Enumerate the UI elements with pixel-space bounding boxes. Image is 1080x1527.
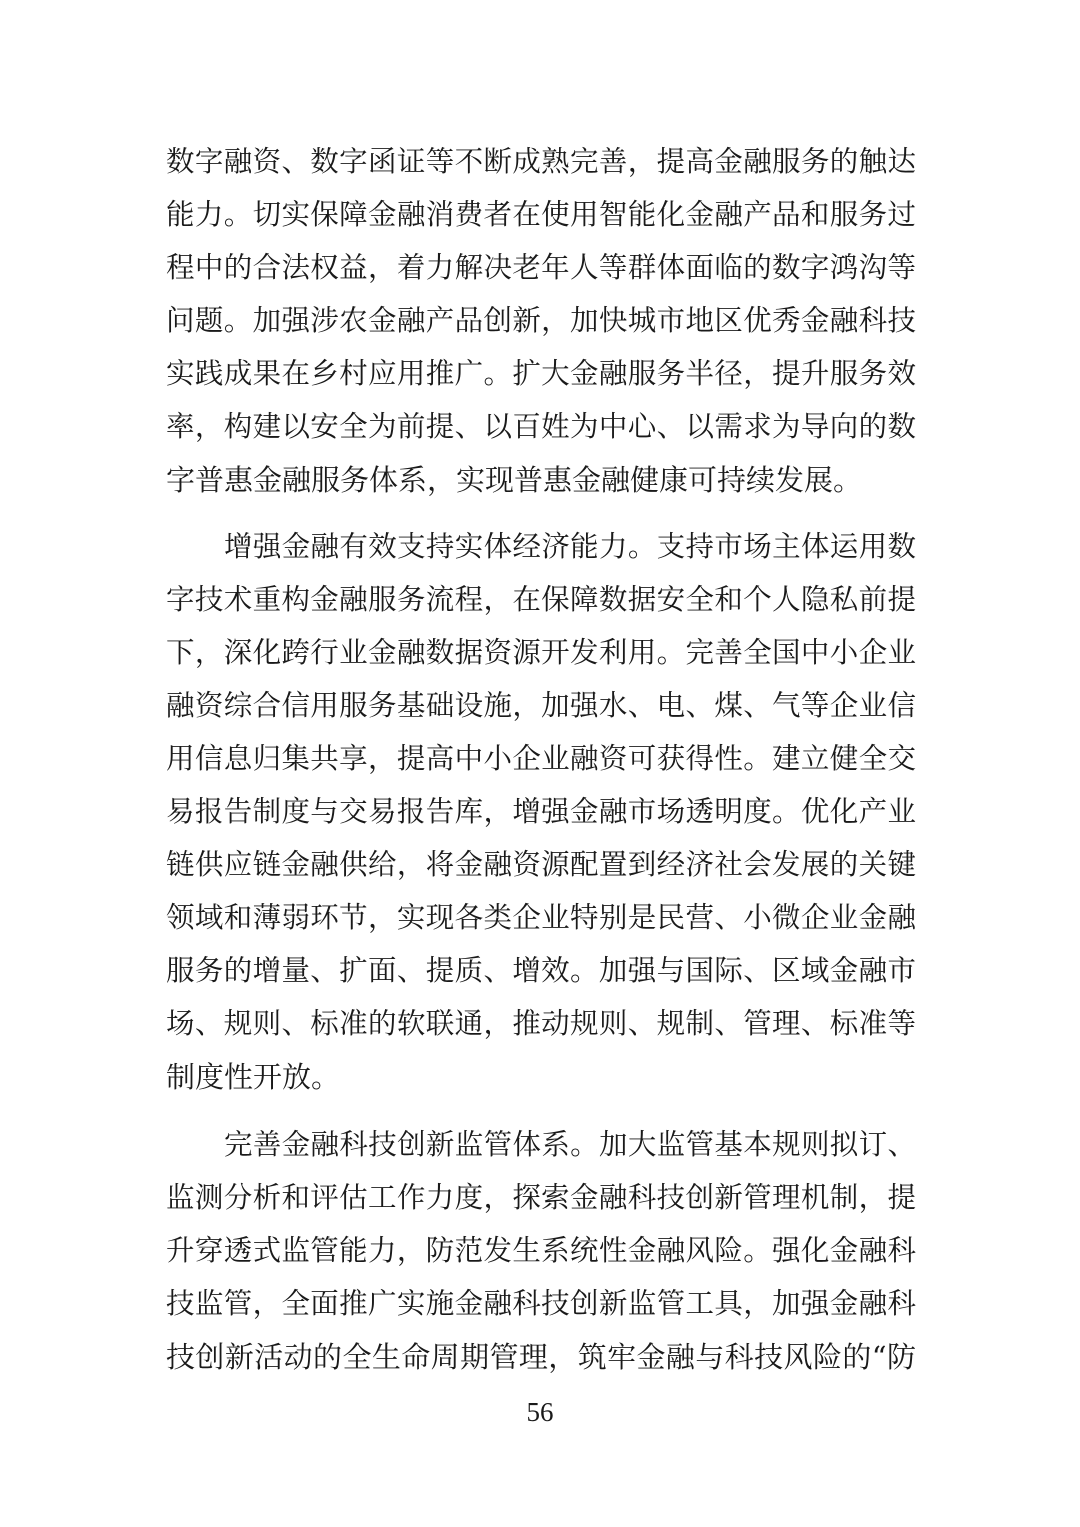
text-line: 链供应链金融供给，将金融资源配置到经济社会发展的关键 — [166, 848, 916, 881]
text-line: 监测分析和评估工作力度，探索金融科技创新管理机制，提 — [166, 1181, 916, 1214]
text-line: 领域和薄弱环节，实现各类企业特别是民营、小微企业金融 — [166, 901, 916, 934]
text-line: 下，深化跨行业金融数据资源开发利用。完善全国中小企业 — [166, 636, 916, 669]
text-line: 技创新活动的全生命周期管理，筑牢金融与科技风险的“防 — [166, 1340, 916, 1374]
text-line: 融资综合信用服务基础设施，加强水、电、煤、气等企业信 — [166, 689, 916, 722]
text-line: 制度性开放。 — [166, 1060, 341, 1094]
text-line: 率，构建以安全为前提、以百姓为中心、以需求为导向的数 — [166, 410, 916, 443]
text-line: 实践成果在乡村应用推广。扩大金融服务半径，提升服务效 — [166, 357, 916, 390]
text-line: 完善金融科技创新监管体系。加大监管基本规则拟订、 — [224, 1128, 916, 1161]
text-line: 易报告制度与交易报告库，增强金融市场透明度。优化产业 — [166, 795, 916, 828]
text-line: 数字融资、数字函证等不断成熟完善，提高金融服务的触达 — [166, 145, 916, 178]
text-line: 问题。加强涉农金融产品创新，加快城市地区优秀金融科技 — [166, 304, 916, 337]
text-line: 升穿透式监管能力，防范发生系统性金融风险。强化金融科 — [166, 1234, 916, 1267]
text-line: 程中的合法权益，着力解决老年人等群体面临的数字鸿沟等 — [166, 251, 916, 284]
text-line: 技监管，全面推广实施金融科技创新监管工具，加强金融科 — [166, 1287, 916, 1320]
text-line: 能力。切实保障金融消费者在使用智能化金融产品和服务过 — [166, 198, 916, 231]
page-number: 56 — [526, 1397, 554, 1427]
text-line: 增强金融有效支持实体经济能力。支持市场主体运用数 — [224, 530, 916, 563]
text-line: 字技术重构金融服务流程，在保障数据安全和个人隐私前提 — [166, 583, 916, 616]
text-line: 用信息归集共享，提高中小企业融资可获得性。建立健全交 — [166, 742, 916, 775]
text-line: 字普惠金融服务体系，实现普惠金融健康可持续发展。 — [166, 463, 863, 497]
text-line: 服务的增量、扩面、提质、增效。加强与国际、区域金融市 — [166, 954, 916, 987]
text-line: 场、规则、标准的软联通，推动规则、规制、管理、标准等 — [166, 1007, 916, 1040]
